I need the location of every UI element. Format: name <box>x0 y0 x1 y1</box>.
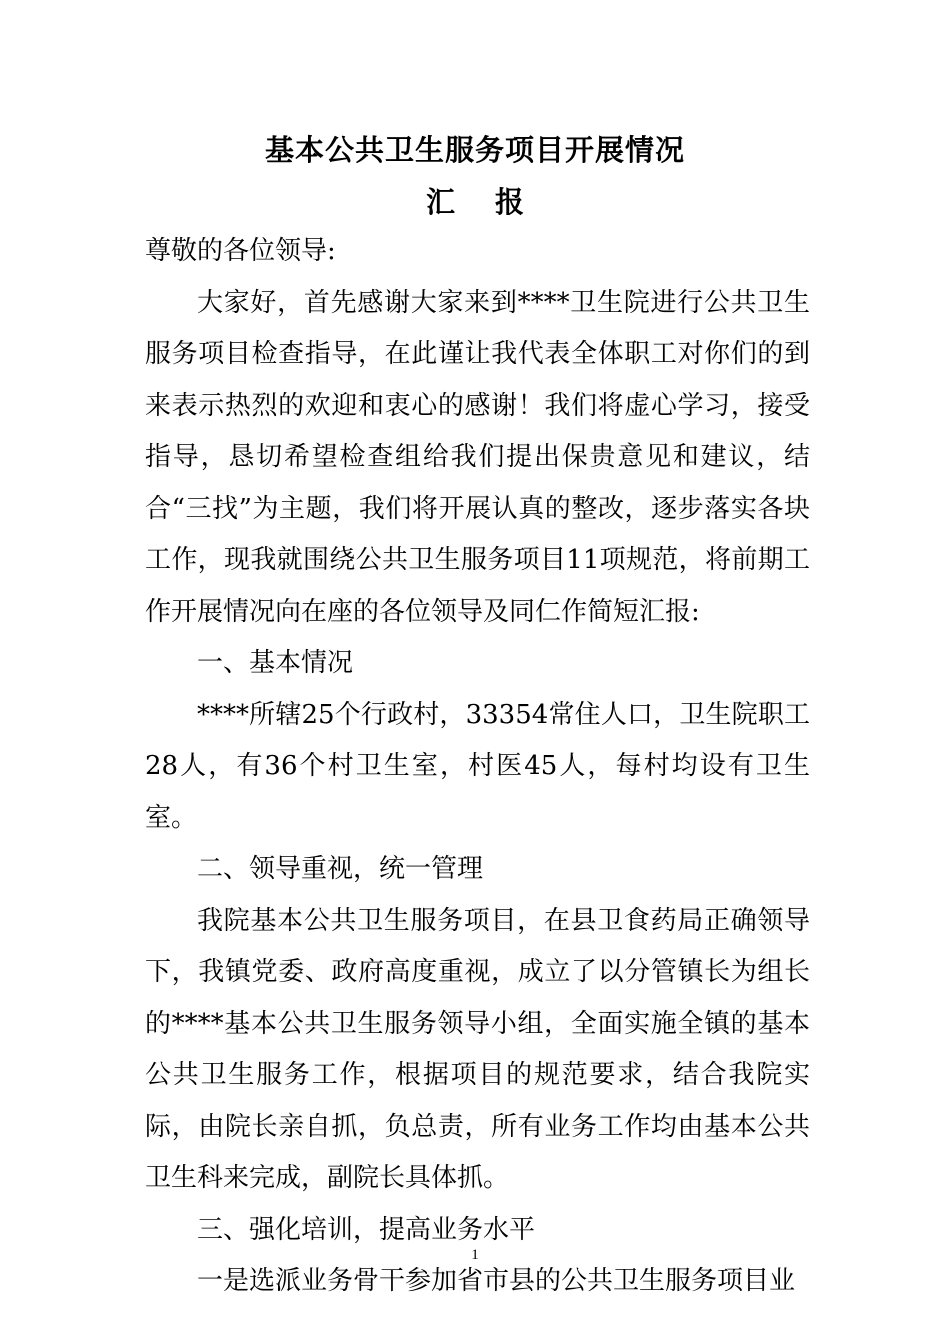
paragraph-leadership: 我院基本公共卫生服务项目，在县卫食药局正确领导下，我镇党委、政府高度重视，成立了以分管镇长为组长的****基本公共卫生服务领导小组，全面实施全镇的基本公共卫生服务工作，根据项目的规范要求，结合我院实际，由院长亲自抓，负总责，所有业务工作均由基本公共卫生科来完成，副院长具体抓。 <box>145 905 810 1193</box>
document-subtitle: 汇报 <box>425 185 564 219</box>
page-number: 1 <box>471 1247 479 1263</box>
paragraph-basic-situation: ****所辖25个行政村，33354常住人口，卫生院职工28人，有36个村卫生室，村医45人，每村均设有卫生室。 <box>145 699 810 833</box>
salutation: 尊敬的各位领导: <box>145 236 336 266</box>
document-body <box>145 226 810 1308</box>
section-heading-leadership: 二、领导重视，统一管理 <box>197 854 484 884</box>
section-heading-training: 三、强化培训，提高业务水平 <box>197 1214 536 1245</box>
section-heading-basic-situation: 一、基本情况 <box>197 648 354 678</box>
paragraph-greeting: 大家好，首先感谢大家来到****卫生院进行公共卫生服务项目检查指导，在此谨让我代表全体职工对你们的到来表示热烈的欢迎和衷心的感谢！我们将虚心学习，接受指导，恳切希望检查组给我们提出保贵意见和建议，结合“三找”为主题，我们将开展认真的整改，逐步落实各块工作，现我就围绕公共卫生服务项目11项规范，将前期工作开展情况向在座的各位领导及同仁作简短汇报: <box>145 287 810 627</box>
paragraph-training: 一是选派业务骨干参加省市县的公共卫生服务项目业 <box>197 1266 796 1296</box>
document-title: 基本公共卫生服务项目开展情况 <box>264 133 685 167</box>
